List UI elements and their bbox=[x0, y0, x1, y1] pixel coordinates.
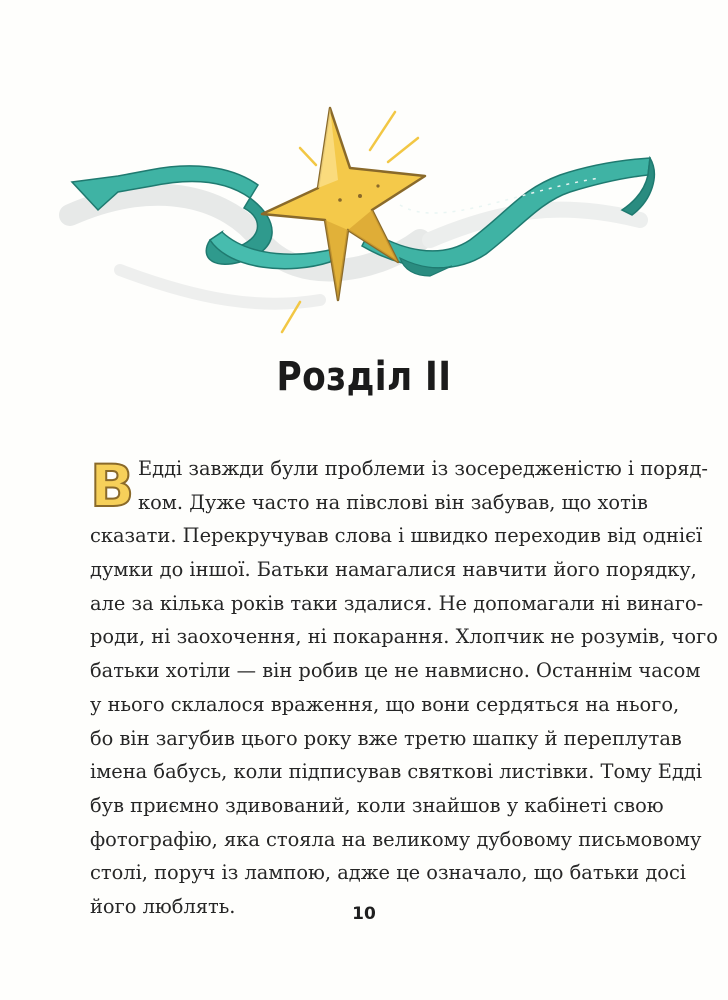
chapter-title: Розділ ІІ bbox=[276, 354, 452, 400]
text-line: сказати. Перекручував слова і швидко переходив від однієї bbox=[90, 524, 703, 548]
text-line: ком. Дуже часто на півслові він забував, що хотів bbox=[138, 490, 648, 514]
text-line: був приємно здивований, коли знайшов у кабінеті свою bbox=[90, 793, 664, 817]
text-line: у нього склалося враження, що вони сердяться на нього, bbox=[90, 692, 680, 716]
chapter-illustration bbox=[0, 0, 728, 350]
text-line: столі, поруч із лампою, адже це означало, що батьки досі bbox=[90, 861, 687, 885]
text-line: але за кілька років таки здалися. Не допомагали ні винаго- bbox=[90, 591, 704, 615]
text-line: Едді завжди були проблеми із зосередженістю і поряд- bbox=[138, 457, 708, 480]
text-line: імена бабусь, коли підписував святкові листівки. Тому Едді bbox=[90, 760, 703, 784]
text-line: його люблять. bbox=[90, 894, 236, 918]
text-line: бо він загубив цього року вже третю шапку й переплутав bbox=[90, 726, 682, 750]
drop-cap: В bbox=[90, 452, 135, 520]
text-line: роди, ні заохочення, ні покарання. Хлопчик не розумів, чого bbox=[90, 625, 718, 649]
text-line: думки до іншої. Батьки намагалися навчити його порядку, bbox=[90, 558, 697, 582]
page-number: 10 bbox=[352, 904, 376, 924]
chapter-body-text bbox=[90, 452, 718, 924]
text-line: батьки хотіли — він робив це не навмисно. Останнім часом bbox=[90, 659, 701, 683]
text-line: фотографію, яка стояла на великому дубовому письмовому bbox=[90, 827, 702, 851]
